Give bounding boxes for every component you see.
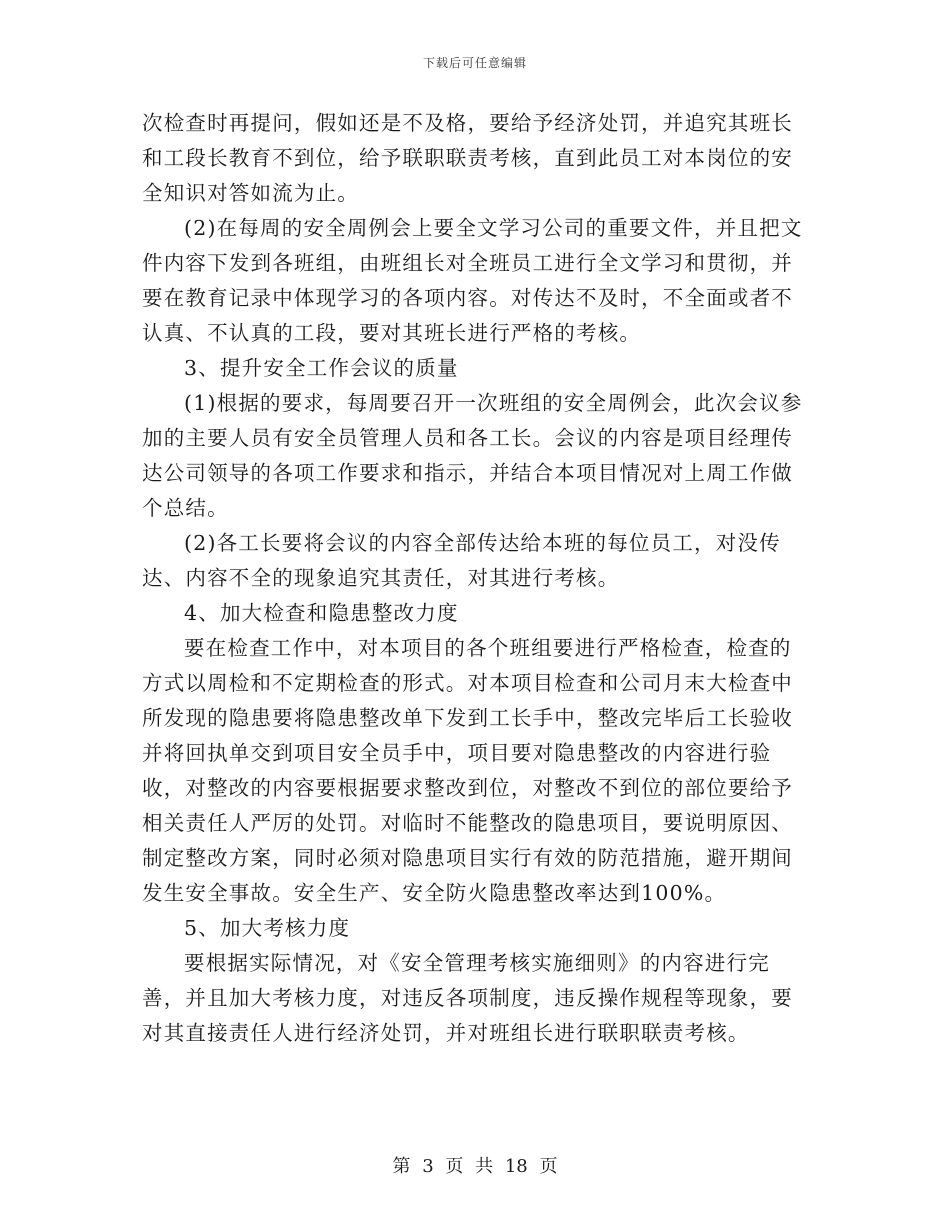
section-heading-5: 5、加大考核力度 [184,916,351,940]
section-heading-4: 4、加大检查和隐患整改力度 [184,601,459,625]
paragraph-4: 要在检查工作中，对本项目的各个班组要进行严格检查，检查的方式以周检和不定期检查的形式。对本项目检查和公司月末大检查中所发现的隐患要将隐患整改单下发到工长手中，整改完毕后工长验收并将回执单交到项目安全员手中，项目要对隐患整改的内容进行验收，对整改的内容要根据要求整改到位，对整改不到位的部位要给予相关责任人严厉的处罚。对临时不能整改的隐患项目，要说明原因、制定整改方案，同时必须对隐患项目实行有效的防范措施，避开期间发生安全事故。安全生产、安全防火隐患整改率达到100%。 [142,636,793,905]
paragraph-2: (2)在每周的安全周例会上要全文学习公司的重要文件，并且把文件内容下发到各班组，由班组长对全班员工进行全文学习和贯彻，并要在教育记录中体现学习的各项内容。对传达不及时，不全面或者不认真、不认真的工段，要对其班长进行严格的考核。 [142,216,803,345]
page-number: 第 3 页 共 18 页 [392,1156,558,1177]
document-body [142,106,810,1051]
paragraph-3-2: (2)各工长要将会议的内容全部传达给本班的每位员工，对没传达、内容不全的现象追究其责任，对其进行考核。 [142,531,781,590]
section-heading-3: 3、提升安全工作会议的质量 [184,356,459,380]
page-header-note: 下载后可任意编辑 [422,56,527,70]
paragraph-5: 要根据实际情况，对《安全管理考核实施细则》的内容进行完善，并且加大考核力度，对违反各项制度，违反操作规程等现象，要对其直接责任人进行经济处罚，并对班组长进行联职联责考核。 [142,951,793,1045]
paragraph-1: 次检查时再提问，假如还是不及格，要给予经济处罚，并追究其班长和工段长教育不到位，给予联职联责考核，直到此员工对本岗位的安全知识对答如流为止。 [142,111,793,205]
paragraph-3-1: (1)根据的要求，每周要召开一次班组的安全周例会，此次会议参加的主要人员有安全员管理人员和各工长。会议的内容是项目经理传达公司领导的各项工作要求和指示，并结合本项目情况对上周工作做个总结。 [142,391,803,520]
